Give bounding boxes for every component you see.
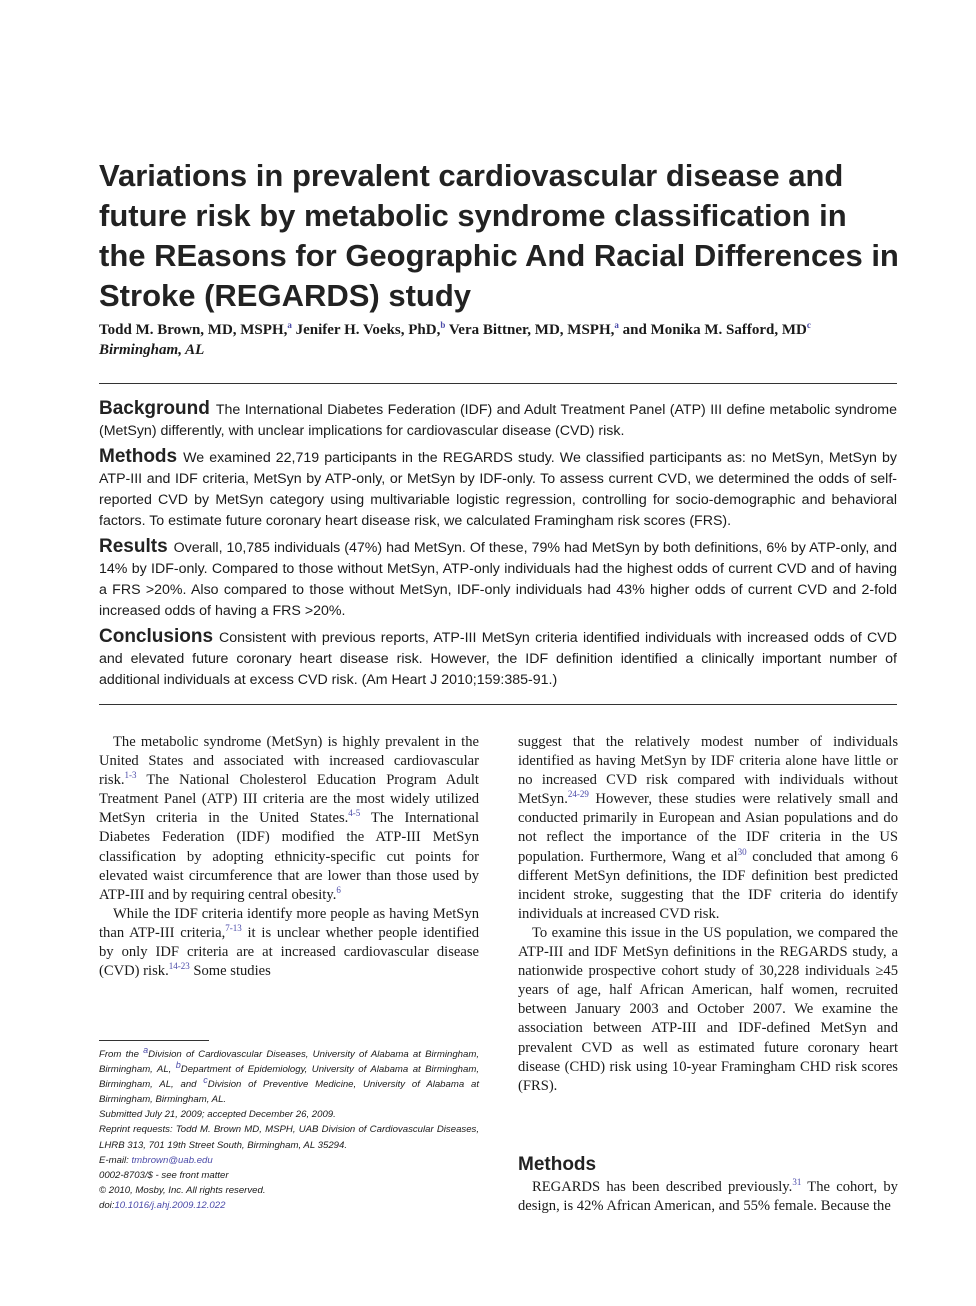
author-name: Monika M. Safford, MD — [650, 322, 807, 338]
body-text: The cohort, by design, is 42% African American, and 55% female. Because the — [518, 1179, 898, 1215]
footnote-label: doi: — [99, 1199, 115, 1211]
author-location: Birmingham, AL — [99, 342, 205, 358]
abstract-text: We examined 22,719 participants in the REGARDS study. We classified participants as: no MetSyn, MetSyn by ATP-III and IDF criteria, MetSyn by ATP-only, or MetSyn by IDF-only. To assess current CVD, we determined the odds of self-reported CVD by MetSyn category using multivariable logistic regression, controlling for socio-demographic and behavioral factors. To estimate future coronary heart disease risk, we calculated Framingham risk scores (FRS). — [99, 450, 897, 529]
affiliation-marker: b — [440, 320, 446, 330]
abstract-top-rule — [99, 383, 897, 384]
citation-link[interactable]: 6 — [336, 884, 341, 895]
body-paragraph: To examine this issue in the US population, we compared the ATP-III and IDF MetSyn definitions in the REGARDS study, a nationwide prospective cohort study of 30,228 individuals ≥45 years of age, half African American, half women, recruited between January 2003 and October 2007. We examine the association between ATP-III and IDF-defined MetSyn and prevalent CVD as well as estimated future coronary heart disease (CHD) risk using 10-year Framingham CHD risk scores (FRS). — [518, 924, 898, 1094]
footnote-text: From the — [99, 1049, 144, 1060]
body-text: Some studies — [189, 963, 271, 980]
citation-link[interactable]: 1-3 — [124, 770, 137, 781]
author-list — [99, 320, 899, 360]
footnote-rule — [99, 1040, 209, 1041]
footnotes — [99, 1044, 479, 1213]
abstract-text: The International Diabetes Federation (IDF) and Adult Treatment Panel (ATP) III define metabolic syndrome (MetSyn) differently, with unclear implications for cardiovascular disease (CVD) risk. — [99, 402, 897, 439]
footnote-doi — [99, 1198, 479, 1213]
body-text: The International Diabetes Federation (IDF) modified the ATP-III MetSyn classification by adopting ethnicity-specific cut points for elevated waist circumference that are lower than those used by ATP-III and by requiring central obesity. — [99, 810, 479, 903]
citation-link[interactable]: 4-5 — [348, 808, 361, 819]
article-title: Variations in prevalent cardiovascular disease and future risk by metabolic syndrome classification in the REasons for Geographic And Racial Differences in Stroke (REGARDS) study — [99, 158, 899, 313]
author-name: Jenifer H. Voeks, PhD, — [295, 322, 441, 338]
affiliation-marker: a — [287, 320, 292, 330]
author-name: Todd M. Brown, MD, MSPH, — [99, 322, 288, 338]
right-column — [518, 733, 898, 1096]
body-text: However, these studies were relatively small and conducted primarily in European and Asian populations and do not reflect the importance of the IDF criteria in the US population. Furthermore, Wang et al — [518, 791, 898, 865]
left-column — [99, 733, 479, 981]
footnote-text: Department of Epidemiology, University of Alabama at Birmingham, Birmingham, AL, and — [99, 1064, 479, 1091]
body-text: it is unclear whether people identified by only IDF criteria are at increased cardiovascular disease (CVD) risk. — [99, 924, 479, 980]
body-paragraph — [99, 905, 479, 981]
author-conjunction: and — [622, 322, 647, 338]
doi-link[interactable]: 10.1016/j.ahj.2009.12.022 — [114, 1199, 226, 1211]
abstract-heading: Background — [99, 398, 210, 419]
abstract-heading: Conclusions — [99, 626, 214, 647]
footnote-submitted: Submitted July 21, 2009; accepted December 26, 2009. — [99, 1109, 336, 1121]
citation-link[interactable]: 31 — [792, 1177, 802, 1188]
body-paragraph — [99, 733, 479, 905]
footnote-text: Division of Cardiovascular Diseases, University of Alabama at Birmingham, Birmingham, AL, — [99, 1049, 479, 1076]
body-paragraph — [518, 1178, 898, 1216]
footnote-copyright: © 2010, Mosby, Inc. All rights reserved. — [99, 1184, 266, 1196]
affiliation-marker: a — [143, 1044, 149, 1055]
body-paragraph — [518, 733, 898, 924]
abstract-conclusions — [99, 626, 897, 691]
abstract-background — [99, 398, 897, 442]
methods-body — [518, 1178, 898, 1216]
body-text: The National Cholesterol Education Program Adult Treatment Panel (ATP) III criteria are the most widely utilized MetSyn criteria in the United States. — [99, 772, 479, 827]
abstract-methods — [99, 446, 897, 532]
methods-heading: Methods — [518, 1154, 597, 1175]
affiliation-marker: b — [175, 1059, 181, 1070]
body-text: REGARDS has been described previously. — [532, 1179, 793, 1195]
body-text: While the IDF criteria identify more people as having MetSyn than ATP-III criteria, — [99, 905, 479, 941]
abstract-heading: Results — [99, 536, 168, 557]
author-name: Vera Bittner, MD, MSPH, — [448, 322, 615, 338]
body-text: concluded that among 6 different MetSyn definitions, the IDF definition best predicted incident stroke, suggesting that the IDF criteria do identify individuals at increased CVD risk. — [518, 848, 898, 922]
footnote-affiliations — [99, 1044, 479, 1107]
abstract-results — [99, 536, 897, 622]
footnote-email — [99, 1153, 479, 1168]
abstract-text: Consistent with previous reports, ATP-III MetSyn criteria identified individuals with increased odds of CVD and elevated future coronary heart disease risk. However, the IDF definition identified a clinically important number of additional individuals at excess CVD risk. (Am Heart J 2010;159:385-91.) — [99, 630, 897, 688]
affiliation-marker: a — [614, 320, 619, 330]
footnote-issn: 0002-8703/$ - see front matter — [99, 1169, 229, 1181]
footnote-label: E-mail: — [99, 1154, 132, 1166]
abstract-text: Overall, 10,785 individuals (47%) had MetSyn. Of these, 79% had MetSyn by both definitions, 6% by ATP-only, and 14% by IDF-only. Compared to those without MetSyn, ATP-only individuals had the highest odds of current CVD and of having a FRS >20%. Also compared to those without MetSyn, IDF-only individuals had 43% higher odds of current CVD and 2-fold increased odds of having a FRS >20%. — [99, 540, 897, 619]
citation-link[interactable]: 24-29 — [567, 789, 589, 800]
abstract — [99, 398, 897, 695]
affiliation-marker: c — [806, 320, 811, 330]
abstract-bottom-rule — [99, 704, 897, 705]
citation-link[interactable]: 7-13 — [225, 923, 242, 934]
footnote-text: Division of Preventive Medicine, University of Alabama at Birmingham, Birmingham, AL. — [99, 1079, 479, 1106]
citation-link[interactable]: 14-23 — [168, 961, 190, 972]
abstract-heading: Methods — [99, 446, 178, 467]
body-text: suggest that the relatively modest number of individuals identified as having MetSyn by IDF criteria alone have little or no increased CVD risk compared with individuals without MetSyn. — [518, 734, 898, 808]
body-text: The metabolic syndrome (MetSyn) is highly prevalent in the United States and associated with increased cardiovascular risk. — [99, 734, 479, 789]
affiliation-marker: c — [203, 1075, 208, 1085]
email-link[interactable]: tmbrown@uab.edu — [131, 1154, 213, 1166]
citation-link[interactable]: 30 — [737, 846, 747, 857]
footnote-reprint: Reprint requests: Todd M. Brown MD, MSPH, UAB Division of Cardiovascular Diseases, LHRB 313, 701 19th Street South, Birmingham, AL 35294. — [99, 1124, 479, 1151]
author-names — [99, 320, 899, 340]
